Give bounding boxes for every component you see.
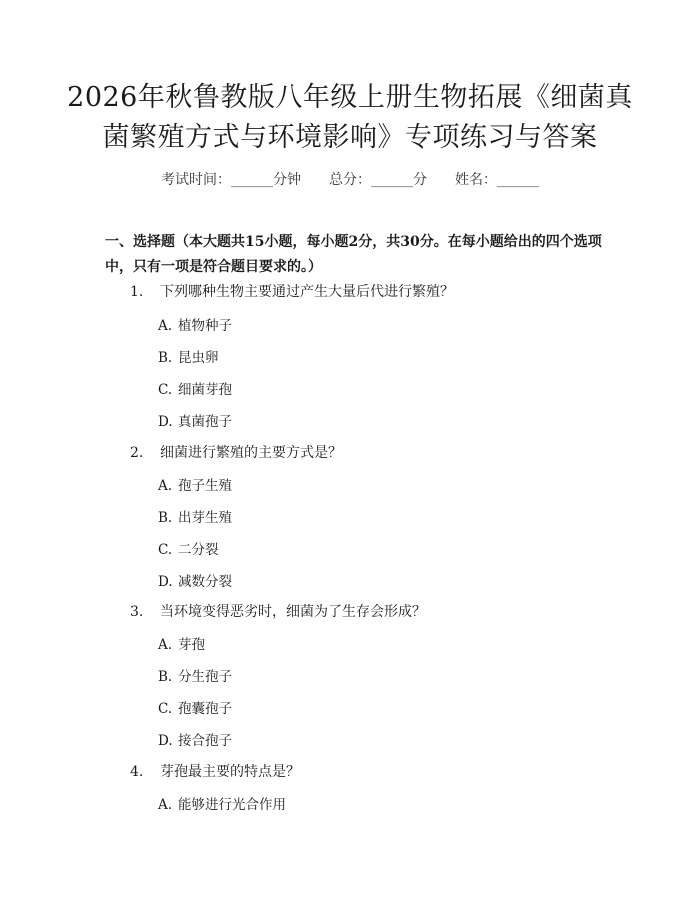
- exam-time-field: 考试时间：______分钟: [161, 172, 301, 188]
- question-text: 芽孢最主要的特点是？: [160, 764, 300, 780]
- option-text: 减数分裂: [178, 574, 232, 590]
- question-number: 4.: [130, 764, 144, 780]
- option-2b: [158, 506, 232, 526]
- option-letter: D.: [158, 574, 173, 590]
- option-letter: A.: [158, 478, 173, 494]
- option-letter: A.: [158, 318, 173, 334]
- option-1b: [158, 346, 219, 366]
- option-letter: B.: [158, 350, 173, 366]
- option-letter: D.: [158, 414, 173, 430]
- option-2a: [158, 474, 232, 494]
- option-text: 真菌孢子: [178, 414, 232, 430]
- option-letter: A.: [158, 637, 173, 653]
- option-letter: C.: [158, 542, 173, 558]
- option-text: 接合孢子: [178, 733, 232, 749]
- option-3c: [158, 697, 232, 717]
- question-number: 2.: [130, 445, 144, 461]
- option-text: 出芽生殖: [178, 510, 232, 526]
- option-1d: [158, 410, 232, 430]
- option-letter: C.: [158, 701, 173, 717]
- name-field: 姓名：______: [455, 172, 539, 188]
- option-text: 植物种子: [178, 318, 232, 334]
- option-4a: [158, 793, 286, 813]
- option-text: 能够进行光合作用: [178, 797, 286, 813]
- option-1a: [158, 314, 232, 334]
- option-text: 细菌芽孢: [178, 382, 232, 398]
- option-1c: [158, 378, 232, 398]
- option-letter: A.: [158, 797, 173, 813]
- option-3b: [158, 665, 232, 685]
- option-letter: D.: [158, 733, 173, 749]
- question-3: [130, 601, 426, 621]
- question-text: 细菌进行繁殖的主要方式是？: [160, 445, 342, 461]
- option-2c: [158, 538, 219, 558]
- option-3d: [158, 729, 232, 749]
- question-4: [130, 761, 300, 781]
- option-letter: C.: [158, 382, 173, 398]
- option-text: 芽孢: [178, 637, 205, 653]
- option-text: 孢囊孢子: [178, 701, 232, 717]
- question-text: 当环境变得恶劣时，细菌为了生存会形成？: [160, 604, 426, 620]
- question-1: [130, 281, 454, 301]
- question-2: [130, 442, 342, 462]
- option-text: 分生孢子: [178, 669, 232, 685]
- question-text: 下列哪种生物主要通过产生大量后代进行繁殖？: [160, 284, 454, 300]
- option-text: 孢子生殖: [178, 478, 232, 494]
- exam-info-line: [0, 169, 700, 189]
- option-text: 二分裂: [178, 542, 219, 558]
- section-heading: 一、选择题（本大题共15小题，每小题2分，共30分。在每小题给出的四个选项中，只有一项是符合题目要求的。）: [105, 234, 602, 275]
- question-number: 1.: [130, 284, 144, 300]
- option-2d: [158, 570, 232, 590]
- question-number: 3.: [130, 604, 144, 620]
- option-text: 昆虫卵: [178, 350, 219, 366]
- option-3a: [158, 633, 205, 653]
- document-title: 2026年秋鲁教版八年级上册生物拓展《细菌真菌繁殖方式与环境影响》专项练习与答案: [67, 82, 633, 153]
- total-score-field: 总分：______分: [329, 172, 427, 188]
- option-letter: B.: [158, 669, 173, 685]
- option-letter: B.: [158, 510, 173, 526]
